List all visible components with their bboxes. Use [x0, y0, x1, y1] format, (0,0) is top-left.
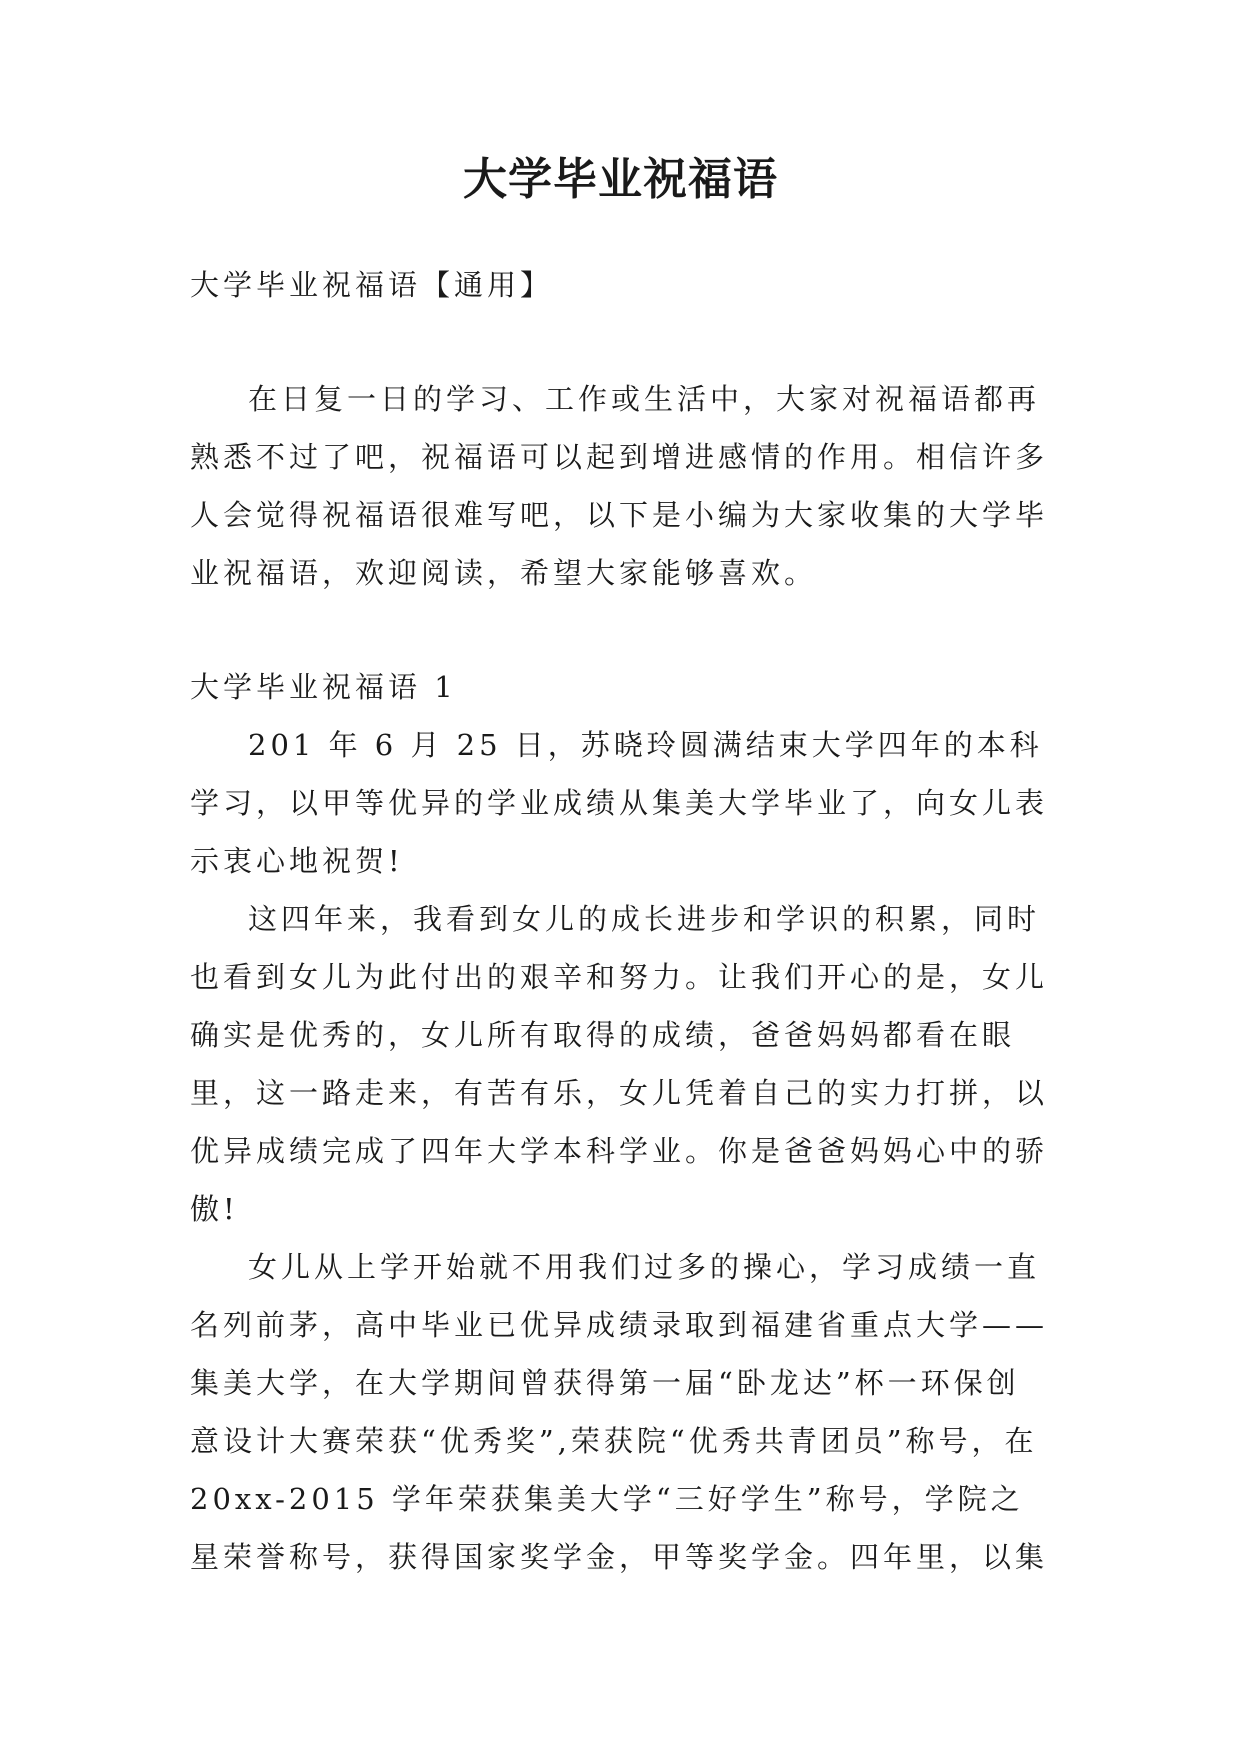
body-paragraph: 女儿从上学开始就不用我们过多的操心，学习成绩一直名列前茅，高中毕业已优异成绩录取到福建省重点大学——集美大学，在大学期间曾获得第一届“卧龙达”杯一环保创意设计大赛荣获“优秀奖”,荣获院“优秀共青团员”称号，在 20xx-2015 学年荣获集美大学“三好学生”称号，学院之星荣誉称号，获得国家奖学金，甲等奖学金。四年里，以集 — [190, 1250, 1049, 1574]
document-body — [190, 256, 1050, 1586]
intro-paragraph: 在日复一日的学习、工作或生活中，大家对祝福语都再熟悉不过了吧，祝福语可以起到增进感情的作用。相信许多人会觉得祝福语很难写吧，以下是小编为大家收集的大学毕业祝福语，欢迎阅读，希望大家能够喜欢。 — [190, 382, 1049, 590]
body-paragraph: 201 年 6 月 25 日，苏晓玲圆满结束大学四年的本科学习，以甲等优异的学业成绩从集美大学毕业了，向女儿表示衷心地祝贺! — [190, 728, 1049, 878]
body-paragraph: 这四年来，我看到女儿的成长进步和学识的积累，同时也看到女儿为此付出的艰辛和努力。让我们开心的是，女儿确实是优秀的，女儿所有取得的成绩，爸爸妈妈都看在眼里，这一路走来，有苦有乐，女儿凭着自己的实力打拼，以优异成绩完成了四年大学本科学业。你是爸爸妈妈心中的骄傲! — [190, 902, 1049, 1226]
section-heading: 大学毕业祝福语 1 — [190, 670, 457, 704]
document-title: 大学毕业祝福语 — [463, 154, 778, 205]
document-subtitle: 大学毕业祝福语【通用】 — [190, 268, 554, 302]
